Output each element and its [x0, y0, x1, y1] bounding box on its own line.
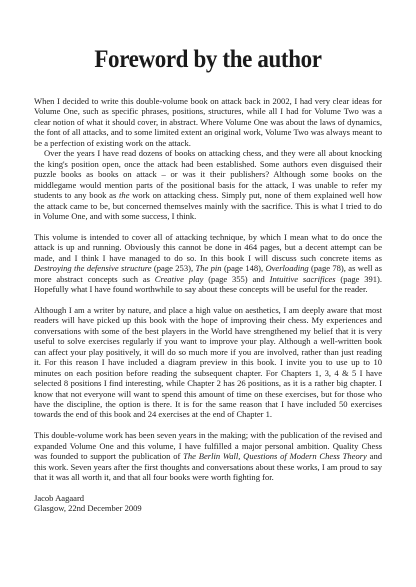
page-title: Foreword by the author	[94, 46, 322, 73]
paragraph-4: Although I am a writer by nature, and place a high value on aesthetics, I am deeply aware that most readers will have picked up this book with the hope of improving their chess. My experiences and conversations with some of the best players in the World have strengthened my belief that it is very useful to solve exercises regularly if you want to improve your play. Although a well-written book can affect your play positively, it will do so much more if you are involved, rather than just reading it. For this reason I have included a diagram preview in this book. I invite you to use up to 10 minutes on each position before reading the subsequent chapter. For Chapters 1, 3, 4 & 5 I have selected 8 positions I find interesting, while Chapter 2 has 26 positions, as it is a rather big chapter. I know that not everyone will want to spend this amount of time on these exercises, but for those who have the discipline, the option is there. It is for the same reason that I have included 50 exercises towards the end of this book and 24 exercises at the end of Chapter 1.	[34, 304, 382, 420]
place-and-date: Glasgow, 22nd December 2009	[34, 503, 142, 514]
paragraph-1: When I decided to write this double-volume book on attack back in 2002, I had very clear ideas for Volume One, such as specific phrases, positions, structures, while all I had for Volume Two was a clear notion of what it should cover, in abstract. Where Volume One was about the laws of dynamics, the font of all attacks, and to some limited extent an original work, Volume Two was always meant to be a perfection of existing work on the attack.	[34, 96, 382, 148]
author-signature	[34, 493, 382, 514]
paragraph-3: This volume is intended to cover all of attacking technique, by which I mean what to do once the attack is up and running. Obviously this cannot be done in 464 pages, but a decent attempt can be made, and I think I have managed to do so. In this book I will discuss such concrete items as Destroying the defensive structure (page 253), The pin (page 148), Overloading (page 78), as well as more abstract concepts such as Creative play (page 355) and Intuitive sacrifices (page 391). Hopefully what I have found worthwhile to say about these concepts will be useful for the reader.	[34, 231, 382, 295]
paragraph-5: This double-volume work has been seven years in the making; with the publication of the revised and expanded Volume One and this volume, I have fulfilled a major personal ambition. Quality Chess was founded to support the publication of The Berlin Wall, Questions of Modern Chess Theory and this work. Seven years after the first thoughts and conversations about these works, I am proud to say that it was all worth it, and that all four books were worth fighting for.	[34, 430, 382, 483]
author-name: Jacob Aagaard	[34, 492, 85, 503]
paragraph-2: Over the years I have read dozens of books on attacking chess, and they were all about knocking the king's position open, once the attack had been established. Some authors even disguised their puzzle books as books on attack – or was it their publishers? Although some books on the middlegame would mention parts of the positional basis for the attack, I was unable to refer my students to any book as the work on attacking chess. Simply put, none of them explained well how the attack came to be, but concerned themselves mainly with the sacrifice. This is what I tried to do in Volume One, and with some success, I think.	[34, 148, 382, 221]
